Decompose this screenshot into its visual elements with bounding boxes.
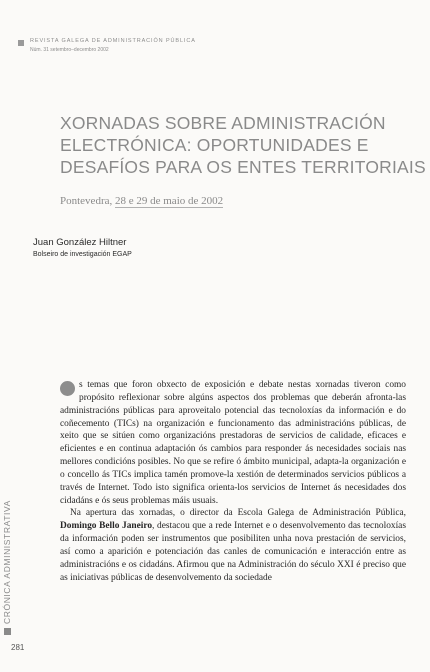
author-role: Bolseiro de investigación EGAP	[33, 251, 132, 258]
person-name-bold: Domingo Bello Janeiro	[60, 521, 153, 532]
journal-name: REVISTA GALEGA DE ADMINISTRACIÓN PÚBLICA	[30, 38, 196, 44]
author-name: Juan González Hiltner	[33, 237, 127, 248]
paragraph-1-text: s temas que foron obxecto de exposición e debate nestas xornadas tiveron como propósito reflexionar sobre algúns aspectos dos problemas que deberán afronta-las administracións públicas para aproveitalo potencial das tecnoloxías da información e do coñecemento (TICs) na organización e funcionamento das administracións públicas, de xeito que se sitúen como organizacións prestadoras de servicios de calidade, eficaces e eficientes e en continua adaptación ós cambios para responder ás necesidades sociais nas mellores condicións posibles. No que se refire ó ámbito municipal, adapta-la organización e o concello ás TICs implica tamén promove-la xestión de determinados servicios públicos a través de Internet. Todo isto significa orienta-los servicios de Internet ás necesidades dos cidadáns e ós seus problemas máis usuais.	[60, 380, 406, 506]
section-label: CRÓNICA ADMINISTRATIVA	[2, 500, 12, 624]
section-label-wrap	[2, 500, 12, 635]
issue-info: Núm. 31 setembro–decembro 2002	[30, 47, 109, 53]
event-dates: 28 e 29 de maio de 2002	[114, 195, 224, 207]
dropcap-o-icon	[60, 381, 75, 396]
paragraph-2	[60, 507, 406, 584]
article-body	[60, 379, 406, 585]
page-number: 281	[11, 643, 25, 652]
paragraph-1	[60, 379, 406, 507]
section-square-icon	[4, 628, 11, 635]
title-line-2: ELECTRÓNICA: OPORTUNIDADES E	[60, 135, 369, 155]
title-line-3: DESAFÍOS PARA OS ENTES TERRITORIAIS	[60, 157, 426, 177]
event-place-date	[60, 195, 223, 207]
header-square-icon	[18, 40, 24, 46]
paragraph-2-rest: , destacou que a rede Internet e o desenvolvemento das tecnoloxías da información poden ser instrumentos que posibiliten unha nova prestación de servicios, así como a aparición e potenciación das canles de comunicación e interacción entre as administracións e os cidadáns. Afirmou que na Administración do século XXI é preciso que as iniciativas públicas de desenvolvemento da sociedade	[60, 521, 406, 583]
event-city: Pontevedra,	[60, 195, 115, 207]
paragraph-2-start: Na apertura das xornadas, o director da Escola Galega de Administración Pública,	[70, 508, 406, 519]
title-line-1: XORNADAS SOBRE ADMINISTRACIÓN	[60, 113, 386, 133]
article-title	[60, 112, 426, 178]
